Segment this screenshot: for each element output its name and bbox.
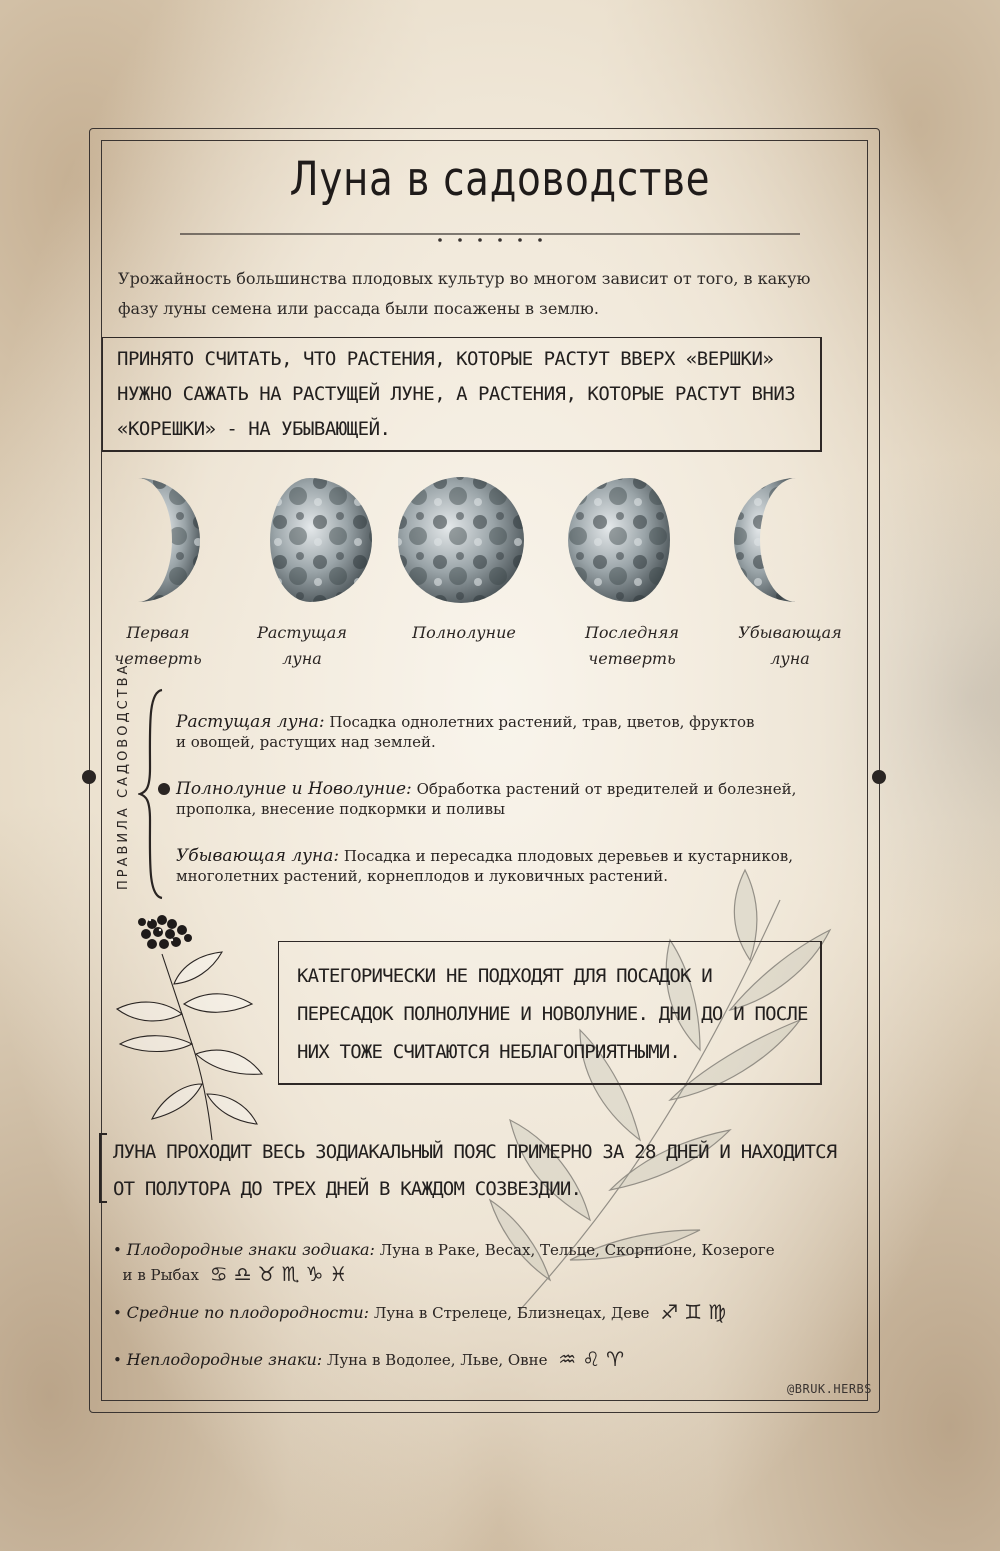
side-moon-ornament-icon — [868, 742, 890, 812]
rule-text-continued: и овощей, растущих над землей. — [176, 733, 436, 751]
corner-moon-icon — [866, 1400, 888, 1422]
corner-moon-icon — [80, 1400, 102, 1422]
page-title: Луна в садоводстве — [289, 152, 711, 207]
zodiac-symbols-icon: ♐♊♍ — [660, 1300, 732, 1324]
corner-moon-icon — [866, 126, 888, 148]
zodiac-symbols-icon: ♒♌♈ — [558, 1347, 631, 1371]
zodiac-text: Луна в Водолее, Льве, Овне — [326, 1351, 548, 1369]
moon-label: Первая четверть — [114, 623, 202, 668]
zodiac-heading: Средние по плодородности: — [126, 1303, 370, 1322]
rule-text-continued: многолетних растений, корнеплодов и луковичных растений. — [176, 867, 669, 885]
rule-item — [176, 846, 846, 886]
moon-label: Растущая луна — [257, 623, 347, 668]
moon-waxing-gibbous-icon — [270, 478, 372, 602]
rule-item — [176, 779, 846, 819]
zodiac-symbols-icon: ♋♎♉♏♑♓ — [209, 1262, 354, 1286]
zodiac-item: • Неплодородные знаки: Луна в Водолее, Льве, Овне ♒♌♈ — [113, 1347, 631, 1371]
rule-item — [176, 712, 846, 752]
side-moon-ornament-icon — [78, 742, 100, 812]
rule-text: Обработка растений от вредителей и болезней, — [416, 780, 797, 798]
rule-text: Посадка однолетних растений, трав, цветов, фруктов — [329, 713, 755, 731]
moon-label: Убывающая луна — [738, 623, 842, 668]
full-moon-icon — [156, 781, 172, 797]
rule-heading: Убывающая луна: — [176, 846, 340, 866]
rule-heading: Полнолуние и Новолуние: — [176, 779, 412, 799]
zodiac-text: Луна в Раке, Весах, Тельце, Скорпионе, Козероге — [379, 1241, 775, 1259]
zodiac-text: Луна в Стрелеце, Близнецах, Деве — [373, 1304, 650, 1322]
moon-last-quarter-icon — [568, 478, 670, 602]
corner-moon-icon — [80, 126, 102, 148]
author-handle: @BRUK.HERBS — [787, 1382, 872, 1396]
rule-heading: Растущая луна: — [176, 712, 325, 732]
waxing-crescent-icon — [156, 714, 172, 730]
elderberry-illustration — [112, 904, 272, 1144]
zodiac-heading: Плодородные знаки зодиака: — [126, 1240, 375, 1259]
zodiac-heading: Неплодородные знаки: — [126, 1350, 323, 1369]
title-divider — [180, 226, 800, 246]
moon-phases-illustration — [110, 470, 870, 610]
intro-paragraph: Урожайность большинства плодовых культур во многом зависит от того, в какую фазу луны семена или рассада были посажены в землю. — [118, 269, 811, 318]
moon-waning-crescent-icon — [734, 478, 796, 602]
zodiac-text-continued: и в Рыбах — [122, 1266, 199, 1284]
moon-label: Полнолуние — [412, 623, 516, 642]
highlight-box-text: ПРИНЯТО СЧИТАТЬ, ЧТО РАСТЕНИЯ, КОТОРЫЕ РАСТУТ ВВЕРХ «ВЕРШКИ» НУЖНО САЖАТЬ НА РАСТУЩЕЙ ЛУНЕ, А РАСТЕНИЯ, КОТОРЫЕ РАСТУТ ВНИЗ «КОРЕШКИ» - НА УБЫВАЮЩЕЙ. — [117, 348, 796, 440]
rule-text: Посадка и пересадка плодовых деревьев и кустарников, — [343, 847, 793, 865]
zodiac-note: ЛУНА ПРОХОДИТ ВЕСЬ ЗОДИАКАЛЬНЫЙ ПОЯС ПРИМЕРНО ЗА 28 ДНЕЙ И НАХОДИТСЯ ОТ ПОЛУТОРА ДО ТРЕХ ДНЕЙ В КАЖДОМ СОЗВЕЗДИИ. — [113, 1141, 837, 1200]
warning-box-text: КАТЕГОРИЧЕСКИ НЕ ПОДХОДЯТ ДЛЯ ПОСАДОК И ПЕРЕСАДОК ПОЛНОЛУНИЕ И НОВОЛУНИЕ. ДНИ ДО И ПОСЛЕ НИХ ТОЖЕ СЧИТАЮТСЯ НЕБЛАГОПРИЯТНЫМИ. — [297, 965, 808, 1063]
moon-full-icon — [398, 477, 524, 603]
waning-crescent-icon — [156, 848, 172, 864]
zodiac-item: • Средние по плодородности: Луна в Стрелеце, Близнецах, Деве ♐♊♍ — [113, 1300, 732, 1324]
rules-side-label: ПРАВИЛА САДОВОДСТВА — [116, 662, 131, 890]
zodiac-item: • Плодородные знаки зодиака: Луна в Раке, Весах, Тельце, Скорпионе, Козероге и в Рыбах ♋♎♉♏♑♓ — [113, 1240, 775, 1286]
moon-label: Последняя четверть — [584, 623, 680, 668]
moon-first-quarter-icon — [138, 478, 200, 602]
rule-text-continued: прополка, внесение подкормки и поливы — [176, 800, 506, 818]
note-bracket — [97, 1132, 109, 1204]
